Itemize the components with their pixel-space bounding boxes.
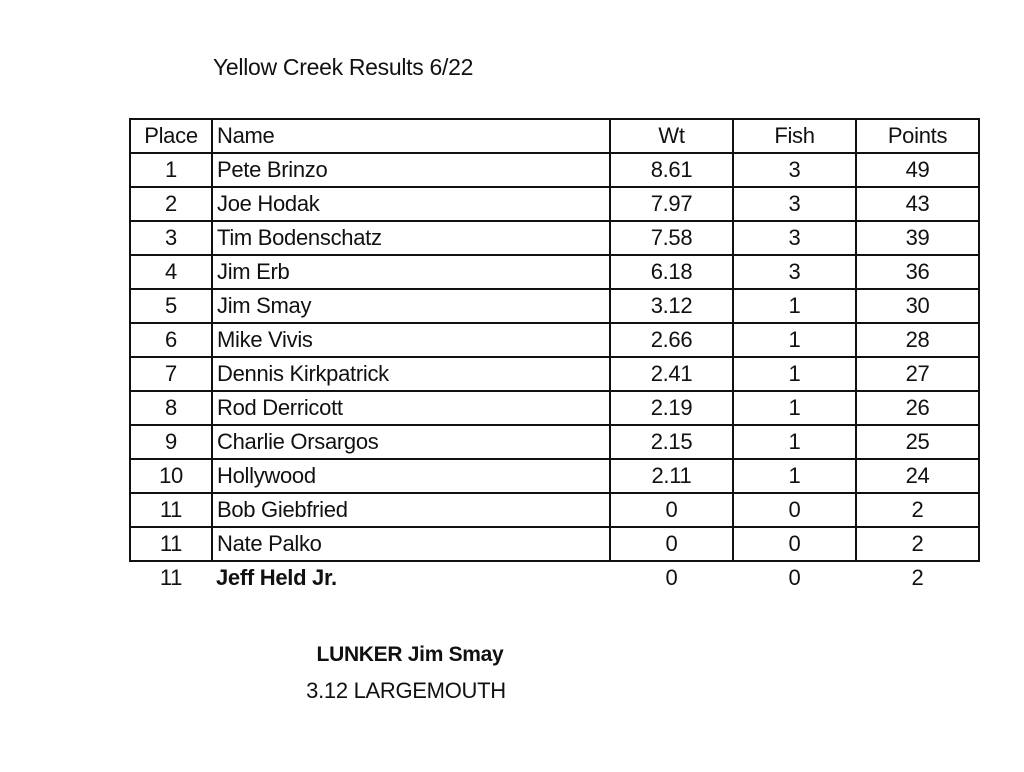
results-table-body <box>130 119 979 594</box>
points-cell: 39 <box>856 221 979 255</box>
points-cell: 27 <box>856 357 979 391</box>
points-cell: 2 <box>856 493 979 527</box>
fish-cell: 1 <box>733 289 856 323</box>
name-cell: Mike Vivis <box>212 323 610 357</box>
fish-cell: 1 <box>733 459 856 493</box>
wt-cell: 7.58 <box>610 221 733 255</box>
place-cell: 11 <box>159 565 183 590</box>
fish-cell: 3 <box>733 187 856 221</box>
place-cell: 9 <box>130 425 212 459</box>
place-cell: 8 <box>130 391 212 425</box>
points-cell: 26 <box>856 391 979 425</box>
wt-cell: 2.19 <box>610 391 733 425</box>
points-cell: 43 <box>856 187 979 221</box>
wt-cell: 0 <box>610 493 733 527</box>
wt-cell: 2.41 <box>610 357 733 391</box>
name-cell: Charlie Orsargos <box>212 425 610 459</box>
table-row <box>130 391 979 425</box>
place-cell: 5 <box>130 289 212 323</box>
name-cell: Jim Erb <box>212 255 610 289</box>
fish-cell: 1 <box>733 357 856 391</box>
name-cell: Hollywood <box>212 459 610 493</box>
place-cell: 11 <box>130 527 212 561</box>
points-cell: 25 <box>856 425 979 459</box>
table-row <box>130 561 979 594</box>
place-cell: 10 <box>130 459 212 493</box>
wt-cell: 0 <box>665 565 678 590</box>
table-row <box>130 425 979 459</box>
fish-cell: 0 <box>788 565 801 590</box>
table-row <box>130 153 979 187</box>
place-cell: 4 <box>130 255 212 289</box>
lunker-detail: 3.12 LARGEMOUTH <box>306 678 506 703</box>
table-row <box>130 289 979 323</box>
points-cell: 24 <box>856 459 979 493</box>
table-row <box>130 187 979 221</box>
wt-cell: 2.66 <box>610 323 733 357</box>
fish-cell: 0 <box>733 493 856 527</box>
name-cell: Jeff Held Jr. <box>216 565 337 590</box>
name-cell: Joe Hodak <box>212 187 610 221</box>
fish-cell: 3 <box>733 153 856 187</box>
fish-cell: 3 <box>733 221 856 255</box>
fish-cell: 1 <box>733 391 856 425</box>
table-header-row <box>130 119 979 153</box>
points-cell: 28 <box>856 323 979 357</box>
place-cell: 6 <box>130 323 212 357</box>
place-cell: 11 <box>130 493 212 527</box>
table-row <box>130 357 979 391</box>
place-cell: 2 <box>130 187 212 221</box>
page-title: Yellow Creek Results 6/22 <box>213 54 474 80</box>
header-name: Name <box>212 119 610 153</box>
wt-cell: 0 <box>610 527 733 561</box>
wt-cell: 2.11 <box>610 459 733 493</box>
header-wt: Wt <box>610 119 733 153</box>
table-row <box>130 255 979 289</box>
place-cell: 1 <box>130 153 212 187</box>
place-cell: 7 <box>130 357 212 391</box>
wt-cell: 3.12 <box>610 289 733 323</box>
lunker-title: LUNKER Jim Smay <box>316 643 504 666</box>
name-cell: Tim Bodenschatz <box>212 221 610 255</box>
fish-cell: 3 <box>733 255 856 289</box>
header-points: Points <box>856 119 979 153</box>
header-fish: Fish <box>733 119 856 153</box>
wt-cell: 8.61 <box>610 153 733 187</box>
table-row <box>130 221 979 255</box>
points-cell: 49 <box>856 153 979 187</box>
place-cell: 3 <box>130 221 212 255</box>
name-cell: Bob Giebfried <box>212 493 610 527</box>
table-row <box>130 527 979 561</box>
name-cell: Nate Palko <box>212 527 610 561</box>
points-cell: 30 <box>856 289 979 323</box>
fish-cell: 0 <box>733 527 856 561</box>
table-row <box>130 323 979 357</box>
table-row <box>130 459 979 493</box>
results-table <box>129 118 980 594</box>
name-cell: Jim Smay <box>212 289 610 323</box>
wt-cell: 7.97 <box>610 187 733 221</box>
name-cell: Pete Brinzo <box>212 153 610 187</box>
fish-cell: 1 <box>733 323 856 357</box>
wt-cell: 6.18 <box>610 255 733 289</box>
wt-cell: 2.15 <box>610 425 733 459</box>
header-place: Place <box>130 119 212 153</box>
name-cell: Dennis Kirkpatrick <box>212 357 610 391</box>
table-row <box>130 493 979 527</box>
points-cell: 2 <box>911 565 924 590</box>
fish-cell: 1 <box>733 425 856 459</box>
points-cell: 36 <box>856 255 979 289</box>
name-cell: Rod Derricott <box>212 391 610 425</box>
points-cell: 2 <box>856 527 979 561</box>
